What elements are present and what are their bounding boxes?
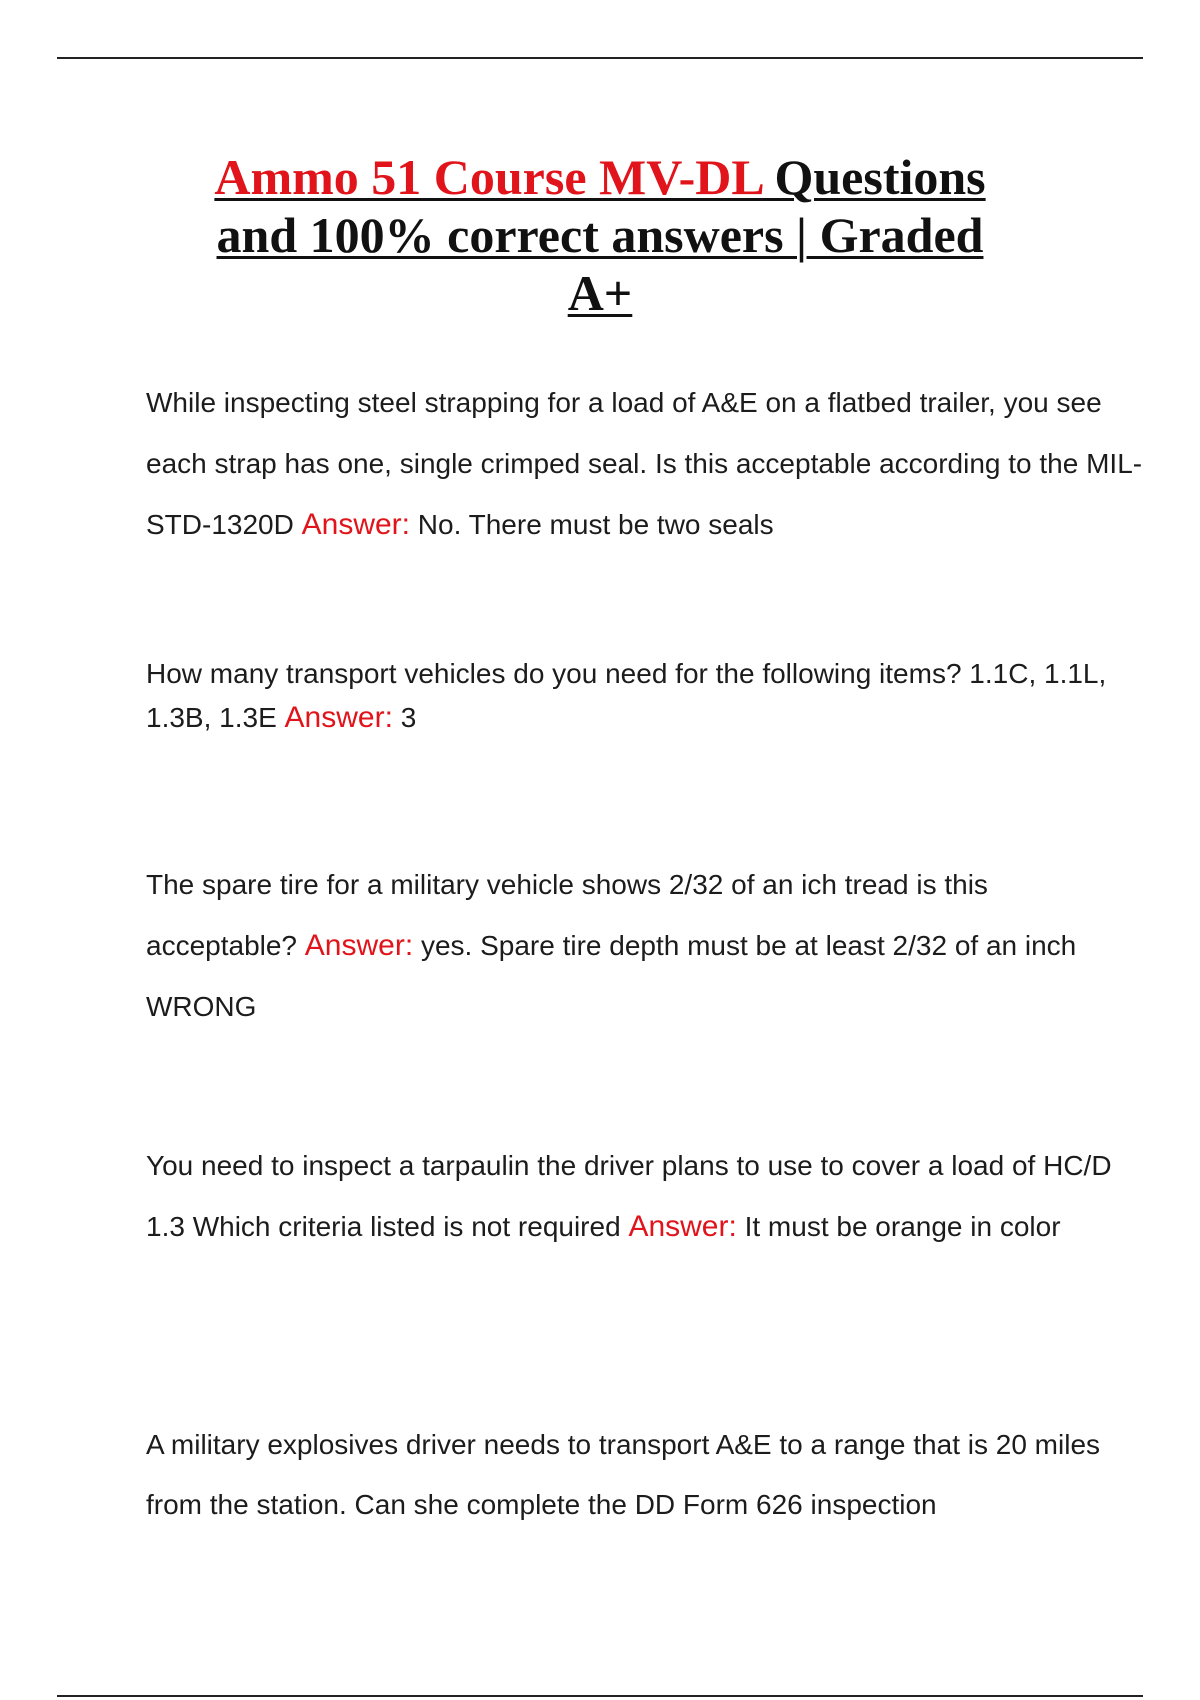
top-divider — [57, 57, 1143, 59]
answer-label: Answer: — [628, 1210, 737, 1243]
question-text: While inspecting steel strapping for a load of A&E on a flatbed trailer, you see each strap has one, single crimped seal. Is this acceptable according to the MIL-STD-1320D — [146, 387, 1143, 540]
qa-item-4 — [146, 1135, 1146, 1257]
qa-item-3 — [146, 854, 1146, 1037]
answer-label: Answer: — [304, 929, 414, 962]
answer-text: yes. Spare tire depth must be at least 2/32 of an inch WRONG — [146, 930, 1077, 1022]
answer-text: No. There must be two seals — [417, 509, 774, 540]
answer-label: Answer: — [284, 701, 393, 734]
title-questions: Questions — [761, 149, 986, 205]
title-course-name: Ammo 51 Course MV-DL — [214, 149, 762, 205]
title-line-3: A+ — [567, 265, 633, 321]
page-title — [160, 148, 1040, 322]
answer-text: 3 — [400, 702, 417, 733]
title-line-2: and 100% correct answers | Graded — [216, 207, 984, 263]
question-text: A military explosives driver needs to transport A&E to a range that is 20 miles from the station. Can she complete the DD Form 626 inspection — [146, 1429, 1101, 1520]
answer-label: Answer: — [301, 508, 410, 541]
title-line-1 — [214, 149, 985, 205]
question-text: You need to inspect a tarpaulin the driver plans to use to cover a load of HC/D 1.3 Which criteria listed is not required — [146, 1150, 1112, 1242]
answer-text: It must be orange in color — [744, 1211, 1061, 1242]
qa-item-5 — [146, 1415, 1146, 1535]
qa-item-1 — [146, 372, 1146, 555]
bottom-divider — [57, 1695, 1143, 1697]
question-text: How many transport vehicles do you need for the following items? 1.1C, 1.1L, 1.3B, 1.3E — [146, 658, 1107, 733]
question-text: The spare tire for a military vehicle shows 2/32 of an ich tread is this acceptable? — [146, 869, 988, 961]
qa-item-2 — [146, 652, 1146, 740]
